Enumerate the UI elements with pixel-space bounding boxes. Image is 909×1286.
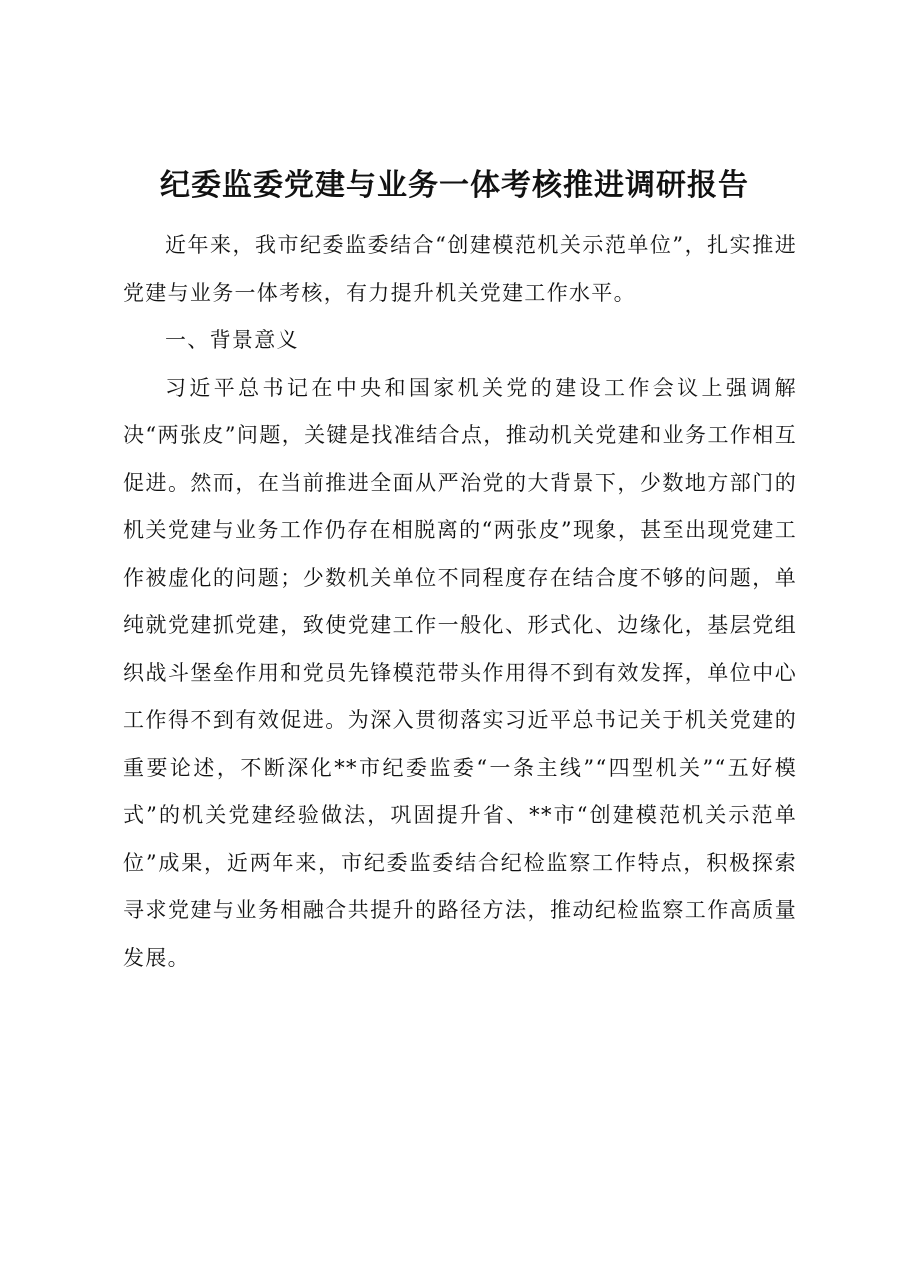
document-body bbox=[123, 222, 797, 982]
document-title: 纪委监委党建与业务一体考核推进调研报告 bbox=[160, 168, 749, 203]
paragraph-background: 习近平总书记在中央和国家机关党的建设工作会议上强调解决“两张皮”问题，关键是找准结合点，推动机关党建和业务工作相互促进。然而，在当前推进全面从严治党的大背景下，少数地方部门的机关党建与业务工作仍存在相脱离的“两张皮”现象，甚至出现党建工作被虚化的问题；少数机关单位不同程度存在结合度不够的问题，单纯就党建抓党建，致使党建工作一般化、形式化、边缘化，基层党组织战斗堡垒作用和党员先锋模范带头作用得不到有效发挥，单位中心工作得不到有效促进。为深入贯彻落实习近平总书记关于机关党建的重要论述，不断深化**市纪委监委“一条主线”“四型机关”“五好模式”的机关党建经验做法，巩固提升省、**市“创建模范机关示范单位”成果，近两年来，市纪委监委结合纪检监察工作特点，积极探索寻求党建与业务相融合共提升的路径方法，推动纪检监察工作高质量发展。 bbox=[123, 375, 797, 970]
section-heading-background: 一、背景意义 bbox=[165, 328, 299, 352]
paragraph-intro: 近年来，我市纪委监委结合“创建模范机关示范单位”，扎实推进党建与业务一体考核，有力提升机关党建工作水平。 bbox=[123, 233, 797, 305]
